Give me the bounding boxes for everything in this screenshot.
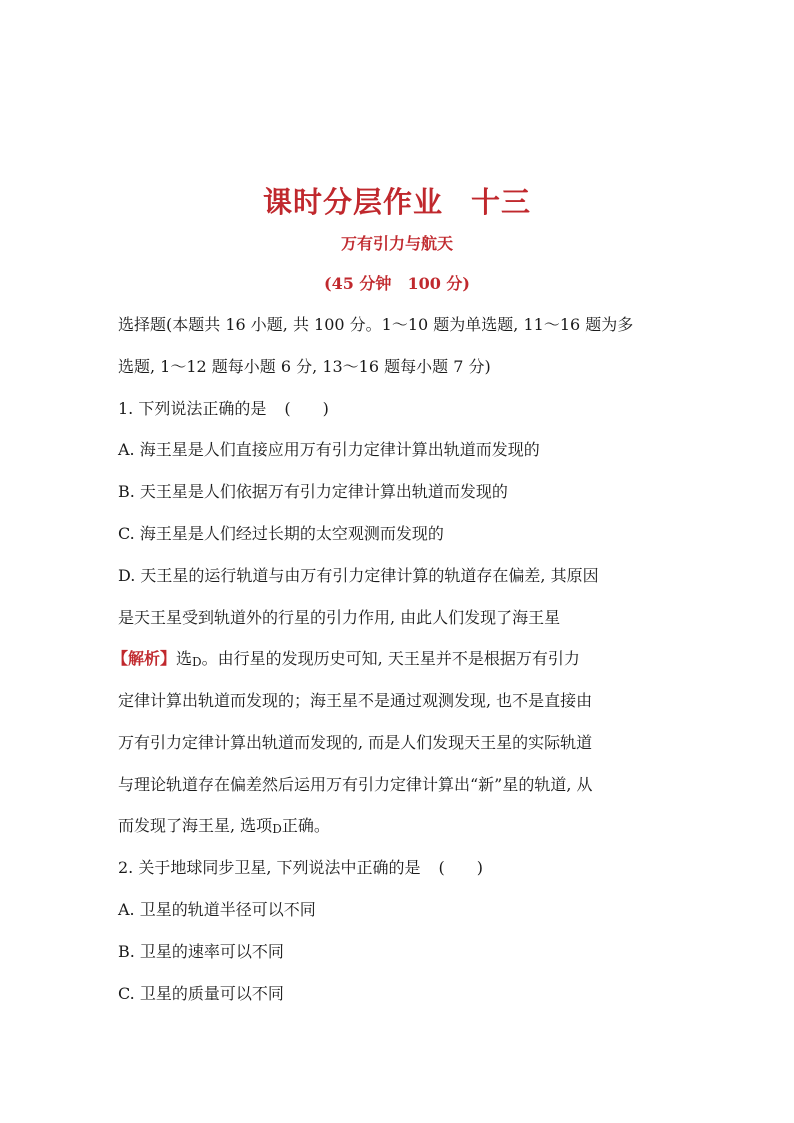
q1-stem-text: 1. 下列说法正确的是 [118, 399, 267, 418]
analysis-text: 正确。 [281, 816, 330, 835]
q1-analysis-line-2: 定律计算出轨道而发现的；海王星不是通过观测发现, 也不是直接由 [118, 691, 593, 710]
time-minutes: (45 分钟 [324, 274, 392, 293]
time-and-score [0, 271, 794, 294]
q2-answer-paren: ( ) [438, 858, 484, 877]
q1-stem [118, 397, 329, 421]
q1-answer-paren: ( ) [284, 399, 329, 418]
title-number: 十三 [471, 185, 532, 219]
analysis-text: 而发现了海王星, 选项 [118, 816, 273, 835]
analysis-answer: D [192, 655, 202, 669]
q1-option-c: C. 海王星是人们经过长期的太空观测而发现的 [118, 524, 444, 543]
q1-analysis-line-1 [112, 647, 580, 674]
analysis-text: 。由行星的发现历史可知, 天王星并不是根据万有引力 [201, 649, 580, 668]
time-points: 100 分) [407, 274, 470, 293]
q1-option-b: B. 天王星是人们依据万有引力定律计算出轨道而发现的 [118, 482, 508, 501]
q1-analysis-line-4: 与理论轨道存在偏差然后运用万有引力定律计算出“新”星的轨道, 从 [118, 775, 593, 794]
analysis-answer: D [272, 822, 282, 836]
analysis-tag: 【解析】 [112, 649, 177, 668]
intro-line-1: 选择题(本题共 16 小题, 共 100 分。1～10 题为单选题, 11～16 题为多 [118, 315, 634, 334]
q2-stem-text: 2. 关于地球同步卫星, 下列说法中正确的是 [118, 858, 421, 877]
title-main: 课时分层作业 [262, 185, 443, 219]
q1-option-d-line-2: 是天王星受到轨道外的行星的引力作用, 由此人们发现了海王星 [118, 608, 561, 627]
q1-option-a: A. 海王星是人们直接应用万有引力定律计算出轨道而发现的 [118, 440, 540, 459]
q1-analysis-line-3: 万有引力定律计算出轨道而发现的, 而是人们发现天王星的实际轨道 [118, 733, 593, 752]
q2-option-c: C. 卫星的质量可以不同 [118, 984, 284, 1003]
intro-line-2: 选题, 1～12 题每小题 6 分, 13～16 题每小题 7 分) [118, 357, 491, 376]
q1-analysis-line-5 [118, 814, 330, 841]
q2-option-b: B. 卫星的速率可以不同 [118, 942, 284, 961]
q2-stem [118, 856, 483, 880]
page-subtitle: 万有引力与航天 [340, 234, 453, 253]
page-title [0, 180, 794, 221]
q2-option-a: A. 卫星的轨道半径可以不同 [118, 900, 316, 919]
q1-option-d-line-1: D. 天王星的运行轨道与由万有引力定律计算的轨道存在偏差, 其原因 [118, 566, 599, 585]
analysis-text: 选 [176, 649, 193, 668]
